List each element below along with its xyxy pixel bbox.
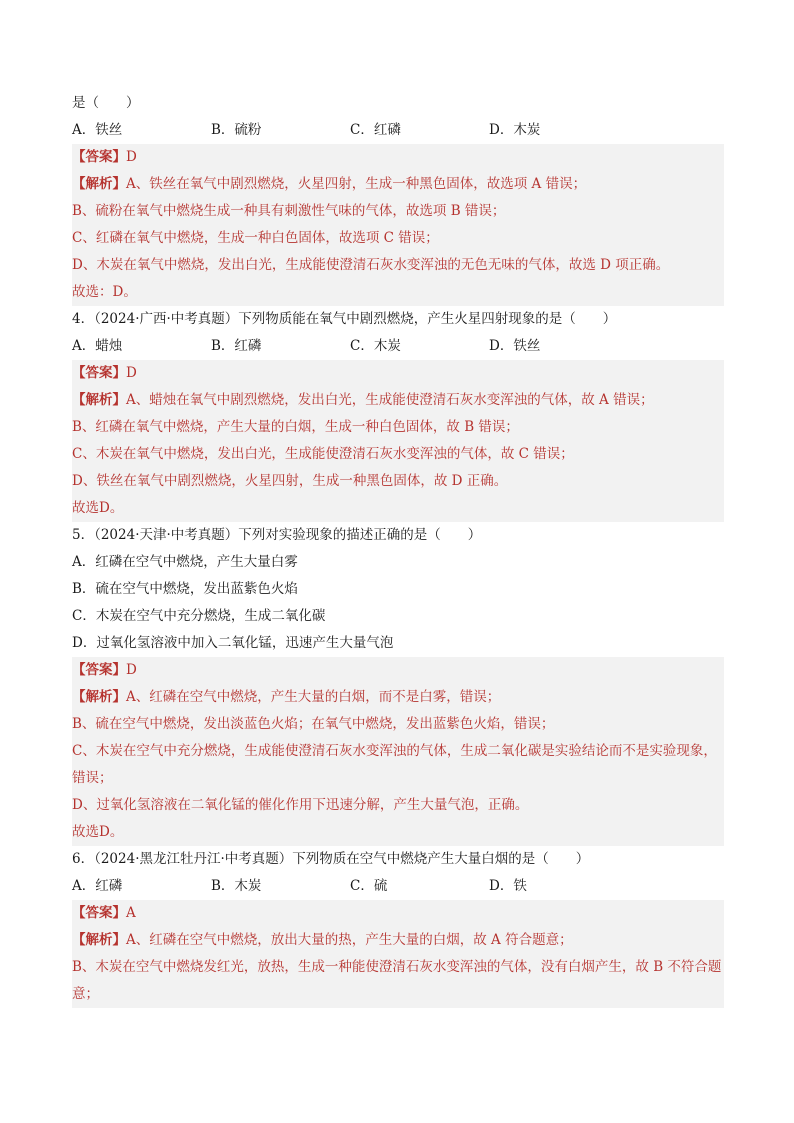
- q6-analysis-2: B、木炭在空气中燃烧发红光，放热，生成一种能使澄清石灰水变浑浊的气体，没有白烟产生，故 B 不符合题意；: [72, 954, 724, 1008]
- q4-stem: 4．（2024·广西·中考真题）下列物质能在氧气中剧烈燃烧，产生火星四射现象的是（ ）: [72, 311, 617, 327]
- q4-analysis-2: B、红磷在氧气中燃烧，产生大量的白烟，生成一种白色固体，故 B 错误；: [72, 414, 724, 441]
- q3-analysis-1: [72, 171, 724, 198]
- analysis-tag: 【解析】: [72, 689, 126, 705]
- q4-analysis-4: D、铁丝在氧气中剧烈燃烧，火星四射，生成一种黑色固体，故 D 正确。: [72, 468, 724, 495]
- q4-option-c: C．木炭: [350, 338, 401, 354]
- q3-option-a: A．铁丝: [72, 122, 123, 138]
- q3-option-c: C．红磷: [350, 122, 401, 138]
- q6-option-c: C．硫: [350, 878, 388, 894]
- answer-value: A: [126, 905, 136, 921]
- q5-option-b: B．硫在空气中燃烧，发出蓝紫色火焰: [72, 581, 298, 597]
- analysis-tag: 【解析】: [72, 392, 126, 408]
- analysis-tag: 【解析】: [72, 932, 126, 948]
- answer-tag: 【答案】: [72, 905, 126, 921]
- document-page: [72, 90, 724, 1008]
- q5-analysis-4: D、过氧化氢溶液在二氧化锰的催化作用下迅速分解，产生大量气泡，正确。: [72, 792, 724, 819]
- q3-options: [72, 117, 724, 144]
- q3-option-b: B．硫粉: [211, 122, 262, 138]
- q3-analysis-2: B、硫粉在氧气中燃烧生成一种具有刺激性气味的气体，故选项 B 错误；: [72, 198, 724, 225]
- q6-stem: 6．（2024·黑龙江牡丹江·中考真题）下列物质在空气中燃烧产生大量白烟的是（ ）: [72, 851, 590, 867]
- q5-stem: 5．（2024·天津·中考真题）下列对实验现象的描述正确的是（ ）: [72, 527, 482, 543]
- answer-value: D: [126, 662, 137, 678]
- q6-option-b: B．木炭: [211, 878, 262, 894]
- answer-value: D: [126, 149, 137, 165]
- q4-analysis-3: C、木炭在氧气中燃烧，发出白光，生成能使澄清石灰水变浑浊的气体，故 C 错误；: [72, 441, 724, 468]
- q5-option-a: A．红磷在空气中燃烧，产生大量白雾: [72, 554, 298, 570]
- analysis-tag: 【解析】: [72, 176, 126, 192]
- q3-stem: 是（ ）: [72, 95, 140, 111]
- analysis-text: A、蜡烛在氧气中剧烈燃烧，发出白光，生成能使澄清石灰水变浑浊的气体，故 A 错误；: [126, 392, 654, 408]
- q6-answer: [72, 900, 724, 927]
- q5-analysis-1: [72, 684, 724, 711]
- answer-tag: 【答案】: [72, 365, 126, 381]
- q4-analysis-5: 故选D。: [72, 495, 724, 522]
- q3-analysis-3: C、红磷在氧气中燃烧，生成一种白色固体，故选项 C 错误；: [72, 225, 724, 252]
- q4-option-b: B．红磷: [211, 338, 262, 354]
- q5-option-c: C．木炭在空气中充分燃烧，生成二氧化碳: [72, 608, 326, 624]
- answer-tag: 【答案】: [72, 149, 126, 165]
- answer-value: D: [126, 365, 137, 381]
- q3-analysis-4: D、木炭在氧气中燃烧，发出白光，生成能使澄清石灰水变浑浊的无色无味的气体，故选 D 项正确。: [72, 252, 724, 279]
- q6-option-a: A．红磷: [72, 878, 123, 894]
- q5-analysis-2: B、硫在空气中燃烧，发出淡蓝色火焰；在氧气中燃烧，发出蓝紫色火焰，错误；: [72, 711, 724, 738]
- q3-answer: [72, 144, 724, 171]
- q4-options: [72, 333, 724, 360]
- q4-option-a: A．蜡烛: [72, 338, 123, 354]
- q3-option-d: D．木炭: [489, 122, 541, 138]
- q4-analysis-1: [72, 387, 724, 414]
- q6-options: [72, 873, 724, 900]
- analysis-text: A、红磷在空气中燃烧，放出大量的热，产生大量的白烟，故 A 符合题意；: [126, 932, 573, 948]
- q5-analysis-3: C、木炭在空气中充分燃烧，生成能使澄清石灰水变浑浊的气体，生成二氧化碳是实验结论而不是实验现象，错误；: [72, 738, 724, 792]
- q3-analysis-5: 故选：D。: [72, 279, 724, 306]
- analysis-text: A、红磷在空气中燃烧，产生大量的白烟，而不是白雾，错误；: [126, 689, 501, 705]
- analysis-text: A、铁丝在氧气中剧烈燃烧，火星四射，生成一种黑色固体，故选项 A 错误；: [126, 176, 587, 192]
- q6-analysis-1: [72, 927, 724, 954]
- q5-answer: [72, 657, 724, 684]
- q4-answer: [72, 360, 724, 387]
- q4-option-d: D．铁丝: [489, 338, 541, 354]
- answer-tag: 【答案】: [72, 662, 126, 678]
- q6-option-d: D．铁: [489, 878, 527, 894]
- q5-option-d: D．过氧化氢溶液中加入二氧化锰，迅速产生大量气泡: [72, 635, 394, 651]
- q5-analysis-5: 故选D。: [72, 819, 724, 846]
